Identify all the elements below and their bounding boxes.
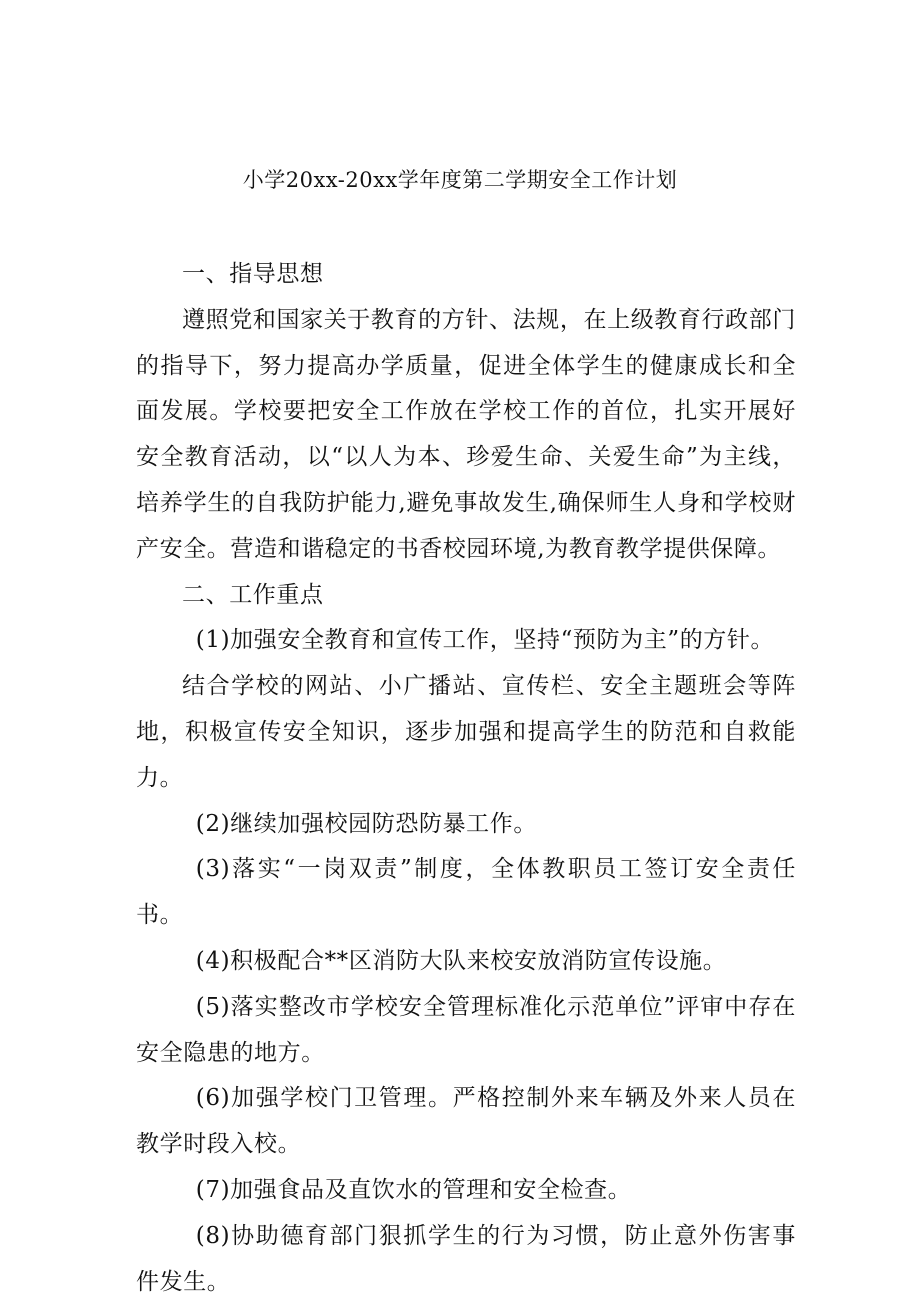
paragraph-guiding-ideology: 遵照党和国家关于教育的方针、法规，在上级教育行政部门的指导下，努力提高办学质量，促进全体学生的健康成长和全面发展。学校要把安全工作放在学校工作的首位，扎实开展好安全教育活动，以“以人为本、珍爱生命、关爱生命”为主线，培养学生的自我防护能力,避免事故发生,确保师生人身和学校财产安全。营造和谐稳定的书香校园环境,为教育教学提供保障。 xyxy=(136,306,796,562)
section-heading-guiding-ideology: 一、指导思想 xyxy=(182,261,324,287)
work-item-5: (5)落实整改市学校安全管理标准化示范单位”评审中存在安全隐患的地方。 xyxy=(136,993,796,1066)
work-item-1-detail: 结合学校的网站、小广播站、宣传栏、安全主题班会等阵地，积极宣传安全知识，逐步加强和提高学生的防范和自救能力。 xyxy=(136,673,796,791)
work-item-3: (3)落实“一岗双责”制度，全体教职员工签订安全责任书。 xyxy=(136,856,796,929)
work-item-7: (7)加强食品及直饮水的管理和安全检查。 xyxy=(195,1176,632,1203)
work-item-6: (6)加强学校门卫管理。严格控制外来车辆及外来人员在教学时段入校。 xyxy=(136,1085,796,1158)
document-body xyxy=(136,252,796,1305)
document-title: 小学20xx-20xx学年度第二学期安全工作计划 xyxy=(242,168,678,192)
section-heading-work-focus: 二、工作重点 xyxy=(182,581,324,608)
work-item-8: (8)协助德育部门狠抓学生的行为习惯，防止意外伤害事件发生。 xyxy=(136,1222,796,1295)
work-item-1: (1)加强安全教育和宣传工作，坚持“预防为主”的方针。 xyxy=(195,627,775,654)
work-item-2: (2)继续加强校园防恐防暴工作。 xyxy=(195,810,537,837)
work-item-4: (4)积极配合**区消防大队来校安放消防宣传设施。 xyxy=(195,947,727,974)
